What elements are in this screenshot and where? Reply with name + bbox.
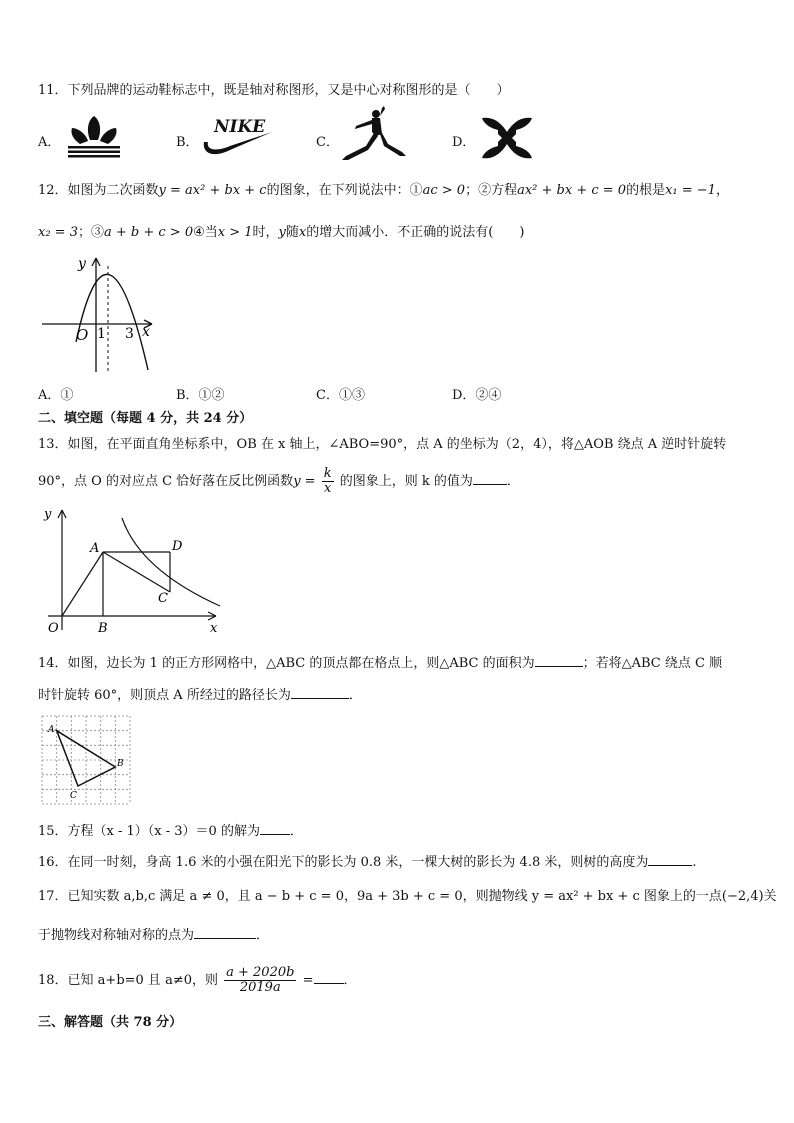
- q18-answer-blank: [314, 971, 344, 984]
- nike-text: NIKE: [214, 117, 266, 137]
- q12-option-a: A．①: [38, 388, 74, 403]
- q13-y-label: y: [44, 507, 52, 522]
- q17-line1: 17．已知实数 a,b,c 满足 a ≠ 0，且 a − b + c = 0，9a + 3b + c = 0，则抛物线 y = ax² + bx + c 图象上的一点(−2,4)关: [38, 889, 777, 904]
- q12-graph-tick-3: 3: [125, 326, 134, 342]
- q14-label-a: A: [48, 725, 55, 735]
- q14-area-blank: [535, 654, 583, 667]
- q12-option-b: B．①②: [176, 388, 225, 403]
- q17-answer-blank: [194, 926, 256, 939]
- q13-label-d: D: [172, 539, 183, 554]
- q18-fraction: $\frac{a + 2020b}{2019a}$: [226, 965, 295, 995]
- q13-fraction: $\frac{k}{x}$: [323, 466, 332, 496]
- q17-line2: 于抛物线对称轴对称的点为 ．: [38, 928, 270, 943]
- adidas-logo: [64, 114, 124, 158]
- q11-option-c: C．: [316, 135, 339, 150]
- q14-path-blank: [291, 686, 349, 699]
- q14-grid-figure: [40, 714, 132, 806]
- q11-option-a: A．: [38, 135, 61, 150]
- under-armour-logo: [478, 114, 536, 162]
- q15-line: 15．方程（x - 1）（x - 3）＝0 的解为 ．: [38, 824, 303, 839]
- q14-line1: 14．如图，边长为 1 的正方形网格中，△ABC 的顶点都在格点上，则△ABC 的面积为 ；若将△ABC 绕点 C 顺: [38, 656, 723, 671]
- q13-label-c: C: [158, 591, 168, 606]
- q13-origin-label: O: [48, 621, 59, 636]
- q15-answer-blank: [260, 822, 290, 835]
- q14-label-c: C: [70, 791, 77, 801]
- q11-stem: 11．下列品牌的运动鞋标志中，既是轴对称图形，又是中心对称图形的是（ ）: [38, 83, 510, 98]
- section-2-heading: 二、填空题（每题 4 分，共 24 分）: [38, 411, 253, 426]
- q13-line1: 13．如图，在平面直角坐标系中，OB 在 x 轴上，∠ABO=90°，点 A 的坐标为（2，4），将△AOB 绕点 A 逆时针旋转: [38, 437, 727, 452]
- q18-line: 18．已知 a+b=0 且 a≠0，则 $\frac{a + 2020b}{2019a}$ = ．: [38, 965, 357, 995]
- q13-line2: 90°，点 O 的对应点 C 恰好落在反比例函数y = $\frac{k}{x}$ 的图象上，则 k 的值为 ．: [38, 466, 520, 496]
- q12-option-c: C．①③: [316, 388, 365, 403]
- q12-parabola-graph: [40, 252, 160, 376]
- section-3-heading: 三、解答题（共 78 分）: [38, 1015, 183, 1030]
- q12-graph-x-label: x: [142, 324, 150, 340]
- q12-line2: x₂ = 3；③a + b + c > 0④当x > 1时，y随x的增大而减小．不正确的说法有( ): [38, 225, 525, 240]
- q12-line1: 12．如图为二次函数y = ax² + bx + c的图象，在下列说法中：①ac > 0；②方程ax² + bx + c = 0的根是x₁ = −1，: [38, 183, 729, 198]
- q11-option-b: B．: [176, 135, 199, 150]
- q16-answer-blank: [648, 853, 692, 866]
- q16-line: 16．在同一时刻，身高 1.6 米的小强在阳光下的影长为 0.8 米，一棵大树的影长为 4.8 米，则树的高度为 .: [38, 855, 697, 870]
- q13-label-b: B: [98, 621, 108, 636]
- q13-coordinate-figure: [40, 504, 230, 638]
- q13-label-a: A: [90, 541, 100, 556]
- q12-option-d: D．②④: [452, 388, 502, 403]
- q12-graph-origin-label: O: [76, 326, 89, 344]
- q14-label-b: B: [117, 759, 124, 769]
- jordan-logo: [338, 106, 408, 164]
- q11-option-d: D．: [452, 135, 476, 150]
- nike-logo: [200, 116, 274, 160]
- q13-answer-blank: [473, 472, 507, 485]
- q12-graph-y-label: y: [78, 256, 86, 272]
- q12-graph-tick-1: 1: [97, 326, 106, 342]
- q14-line2: 时针旋转 60°，则顶点 A 所经过的路径长为 ．: [38, 688, 362, 703]
- q13-x-label: x: [210, 621, 218, 636]
